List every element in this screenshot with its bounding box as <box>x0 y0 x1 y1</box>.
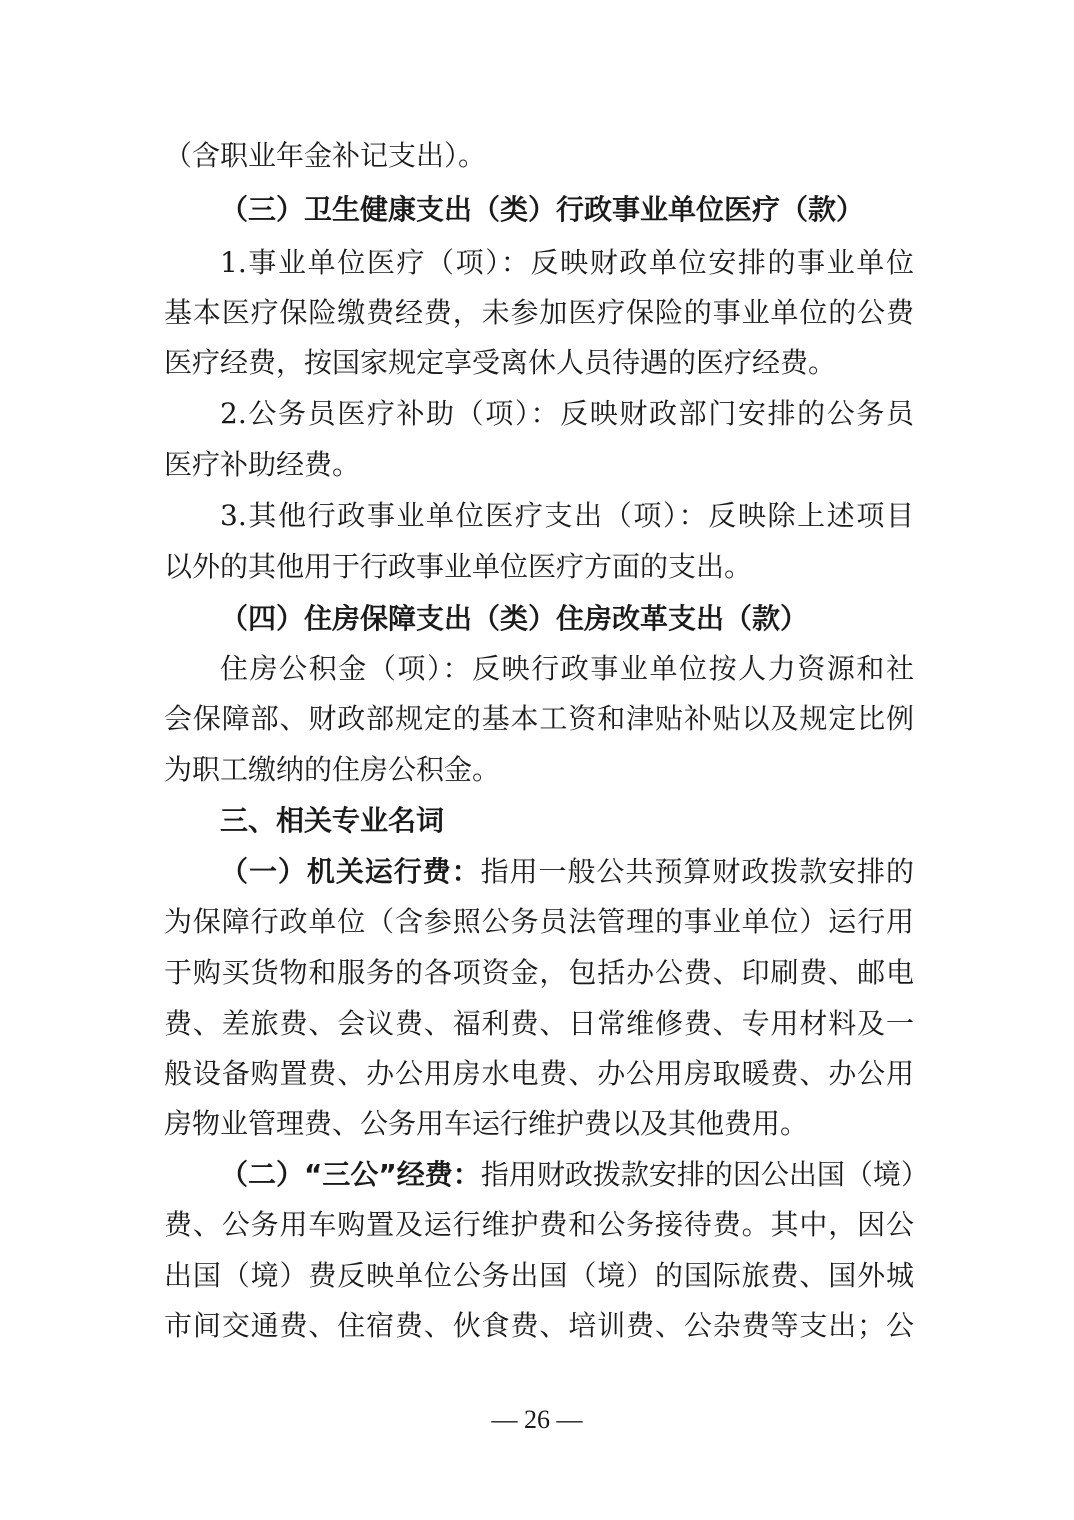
text-line: 为保障行政单位（含参照公务员法管理的事业单位）运行用 <box>164 905 914 938</box>
text-line: 1.事业单位医疗（项）：反映财政单位安排的事业单位 <box>220 246 914 279</box>
page-number: — 26 — <box>491 1405 583 1434</box>
text-line: 费、公务用车购置及运行维护费和公务接待费。其中，因公 <box>164 1208 914 1241</box>
term-label: （一）机关运行费： <box>220 855 481 888</box>
text-line: 基本医疗保险缴费经费，未参加医疗保险的事业单位的公费 <box>164 296 914 329</box>
text-line: 出国（境）费反映单位公务出国（境）的国际旅费、国外城 <box>164 1259 914 1292</box>
text-line: 医疗经费，按国家规定享受离休人员待遇的医疗经费。 <box>164 346 837 379</box>
text-line: 房物业管理费、公务用车运行维护费以及其他费用。 <box>164 1107 809 1140</box>
term-definition: 指用一般公共预算财政拨款安排的 <box>480 855 914 888</box>
text-line <box>220 847 914 897</box>
text-line: 般设备购置费、办公用房水电费、办公用房取暖费、办公用 <box>164 1057 914 1090</box>
text-line: 会保障部、财政部规定的基本工资和津贴补贴以及规定比例 <box>164 702 914 735</box>
section-heading: （四）住房保障支出（类）住房改革支出（款） <box>220 602 809 635</box>
text-line: 住房公积金（项）：反映行政事业单位按人力资源和社 <box>220 652 914 685</box>
text-line: 2.公务员医疗补助（项）：反映财政部门安排的公务员 <box>220 397 914 430</box>
text-line: 以外的其他用于行政事业单位医疗方面的支出。 <box>164 550 753 583</box>
term-definition: 指用财政拨款安排的因公出国（境） <box>480 1158 929 1191</box>
text-line: 费、差旅费、会议费、福利费、日常维修费、专用材料及一 <box>164 1007 914 1040</box>
text-line: 市间交通费、住宿费、伙食费、培训费、公杂费等支出；公 <box>164 1309 914 1342</box>
text-line: 于购买货物和服务的各项资金，包括办公费、印刷费、邮电 <box>164 956 914 989</box>
term-label: （二）“三公”经费： <box>220 1158 481 1191</box>
chapter-heading: 三、相关专业名词 <box>220 804 445 837</box>
text-line: （含职业年金补记支出）。 <box>164 139 487 172</box>
text-line: 3.其他行政事业单位医疗支出（项）：反映除上述项目 <box>220 499 914 532</box>
text-line <box>220 1150 929 1200</box>
text-line: 医疗补助经费。 <box>164 448 361 481</box>
text-line: 为职工缴纳的住房公积金。 <box>164 753 501 786</box>
section-heading: （三）卫生健康支出（类）行政事业单位医疗（款） <box>220 193 865 226</box>
